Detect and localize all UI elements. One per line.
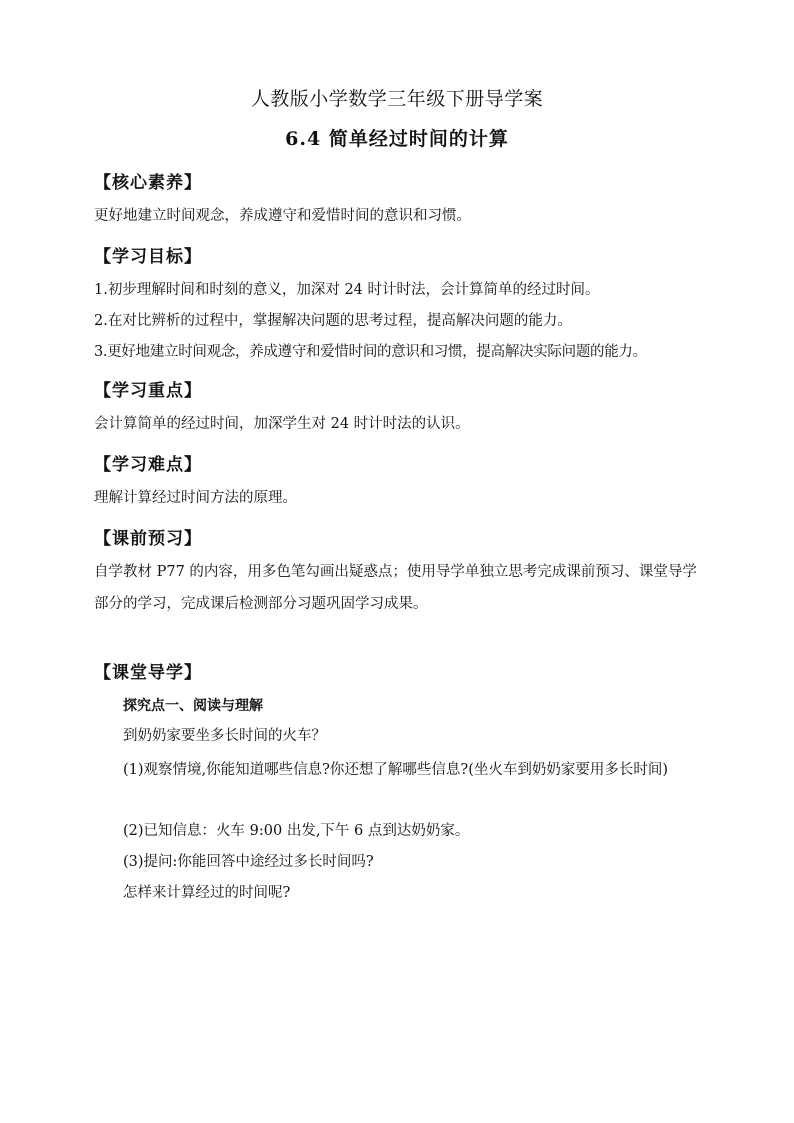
goal-item-2: 2.在对比辨析的过程中，掌握解决问题的思考过程，提高解决问题的能力。	[94, 313, 572, 329]
preview-text: 自学教材 P77 的内容，用多色笔勾画出疑惑点；使用导学单独立思考完成课前预习、课堂导学部分的学习，完成课后检测部分习题巩固学习成果。	[94, 564, 697, 612]
preview-heading: 【课前预习】	[94, 529, 202, 549]
focus-heading: 【学习重点】	[94, 381, 202, 401]
goal-item-1: 1.初步理解时间和时刻的意义，加深对 24 时计时法，会计算简单的经过时间。	[94, 282, 600, 298]
goals-heading: 【学习目标】	[94, 247, 202, 267]
difficulty-text: 理解计算经过时间方法的原理。	[94, 490, 297, 506]
core-text: 更好地建立时间观念，养成遵守和爱惜时间的意识和习惯。	[94, 208, 471, 224]
goal-item-3: 3.更好地建立时间观念，养成遵守和爱惜时间的意识和习惯，提高解决实际问题的能力。	[94, 344, 647, 360]
guide-closing: 怎样来计算经过的时间呢?	[123, 885, 291, 901]
focus-text: 会计算简单的经过时间，加深学生对 24 时计时法的认识。	[94, 416, 470, 432]
guide-step-2: (2)已知信息：火车 9:00 出发,下午 6 点到达奶奶家。	[123, 823, 470, 839]
guide-subheading: 探究点一、阅读与理解	[123, 698, 263, 714]
core-heading: 【核心素养】	[94, 173, 202, 193]
guide-heading: 【课堂导学】	[94, 663, 202, 683]
document-title: 人教版小学数学三年级下册导学案	[250, 88, 544, 110]
difficulty-heading: 【学习难点】	[94, 455, 202, 475]
guide-step-3: (3)提问:你能回答中途经过多长时间吗?	[123, 854, 374, 870]
lesson-title: 6.4 简单经过时间的计算	[285, 128, 509, 150]
guide-step-1: (1)观察情境,你能知道哪些信息?你还想了解哪些信息?(坐火车到奶奶家要用多长时间)	[123, 762, 669, 778]
guide-question: 到奶奶家要坐多长时间的火车？	[123, 728, 326, 744]
